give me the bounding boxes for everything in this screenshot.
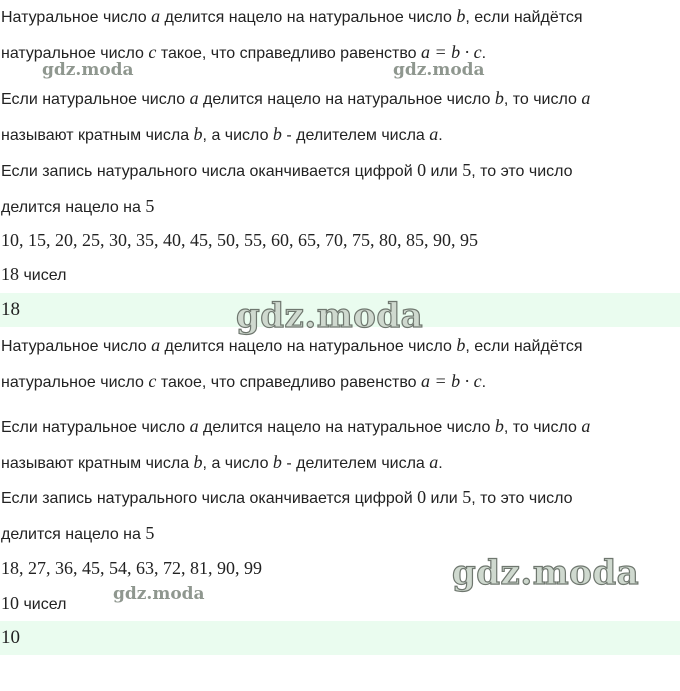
block2-count [1, 593, 66, 614]
count-number: 18 [1, 264, 19, 284]
watermark-logo: gdz.moda [42, 60, 134, 80]
text: , если найдётся [465, 338, 583, 355]
digit-five: 5 [462, 487, 472, 507]
text: такое, что справедливо равенство [156, 374, 422, 391]
var-a: a [429, 124, 439, 144]
var-a: a [189, 416, 199, 436]
watermark-logo: gdz.moda [452, 553, 640, 593]
var-b: b [494, 416, 504, 436]
block2-definition-line1 [1, 335, 583, 356]
text: , то это число [471, 490, 573, 507]
var-b: b [193, 452, 203, 472]
digit-zero: 0 [417, 487, 427, 507]
text: Если запись натурального числа оканчивается цифрой [1, 490, 418, 507]
block1-answer: 18 [0, 293, 680, 327]
text: делится нацело на натуральное число [198, 419, 495, 436]
text: называют кратным числа [1, 455, 194, 472]
block2-multiple-line2 [1, 452, 443, 473]
digit-five: 5 [462, 160, 472, 180]
text: или [426, 163, 463, 180]
var-b: b [456, 6, 466, 26]
block2-definition-line2 [1, 371, 486, 392]
text: Натуральное число [1, 9, 152, 26]
text: - делителем числа [281, 127, 430, 144]
var-a: a [581, 416, 591, 436]
text: такое, что справедливо равенство [156, 45, 422, 62]
count-number: 10 [1, 593, 19, 613]
block2-multiple-line1 [1, 416, 590, 437]
text: делится нацело на натуральное число [198, 91, 495, 108]
var-b: b [494, 88, 504, 108]
text: . [438, 455, 443, 472]
block1-definition-line2 [1, 42, 486, 63]
text: делится нацело на [1, 526, 146, 543]
equation: a = b · c [421, 371, 482, 391]
var-a: a [151, 335, 161, 355]
watermark-logo: gdz.moda [113, 584, 205, 604]
block1-rule-line1 [1, 160, 573, 181]
text: . [481, 45, 487, 62]
block2-answer: 10 [0, 621, 680, 655]
digit-five: 5 [145, 196, 155, 216]
text: - делителем числа [281, 455, 430, 472]
var-a: a [429, 452, 439, 472]
text: Если натуральное число [1, 419, 190, 436]
text: натуральное число [1, 45, 149, 62]
block2-sequence: 18, 27, 36, 45, 54, 63, 72, 81, 90, 99 [1, 558, 262, 578]
equation: a = b · c [421, 42, 482, 62]
digit-zero: 0 [417, 160, 427, 180]
text: . [481, 374, 487, 391]
text: называют кратным числа [1, 127, 194, 144]
var-a: a [581, 88, 591, 108]
text: , а число [202, 455, 273, 472]
watermark-logo: gdz.moda [393, 60, 485, 80]
text: натуральное число [1, 374, 149, 391]
count-label: чисел [19, 596, 67, 613]
text: , то число [503, 419, 582, 436]
count-label: чисел [19, 267, 67, 284]
text: Если натуральное число [1, 91, 190, 108]
text: , а число [202, 127, 273, 144]
block1-multiple-line1 [1, 88, 590, 109]
watermark-logo: gdz.moda [236, 296, 424, 336]
text: делится нацело на натуральное число [160, 9, 457, 26]
block2-rule-line2 [1, 523, 154, 544]
block1-rule-line2 [1, 196, 154, 217]
text: Если запись натурального числа оканчивается цифрой [1, 163, 418, 180]
text: , то это число [471, 163, 573, 180]
text: делится нацело на натуральное число [160, 338, 457, 355]
digit-five: 5 [145, 523, 155, 543]
block1-sequence: 10, 15, 20, 25, 30, 35, 40, 45, 50, 55, 60, 65, 70, 75, 80, 85, 90, 95 [1, 230, 478, 250]
var-b: b [272, 124, 282, 144]
block1-count [1, 264, 66, 285]
var-b: b [272, 452, 282, 472]
text: делится нацело на [1, 199, 146, 216]
var-b: b [193, 124, 203, 144]
var-b: b [456, 335, 466, 355]
text: , если найдётся [465, 9, 583, 26]
var-a: a [151, 6, 161, 26]
text: Натуральное число [1, 338, 152, 355]
text: , то число [503, 91, 582, 108]
block1-multiple-line2 [1, 124, 443, 145]
var-c: c [148, 42, 157, 62]
block2-rule-line1 [1, 487, 573, 508]
text: или [426, 490, 463, 507]
var-c: c [148, 371, 157, 391]
block1-definition-line1 [1, 6, 583, 27]
text: . [438, 127, 443, 144]
var-a: a [189, 88, 199, 108]
